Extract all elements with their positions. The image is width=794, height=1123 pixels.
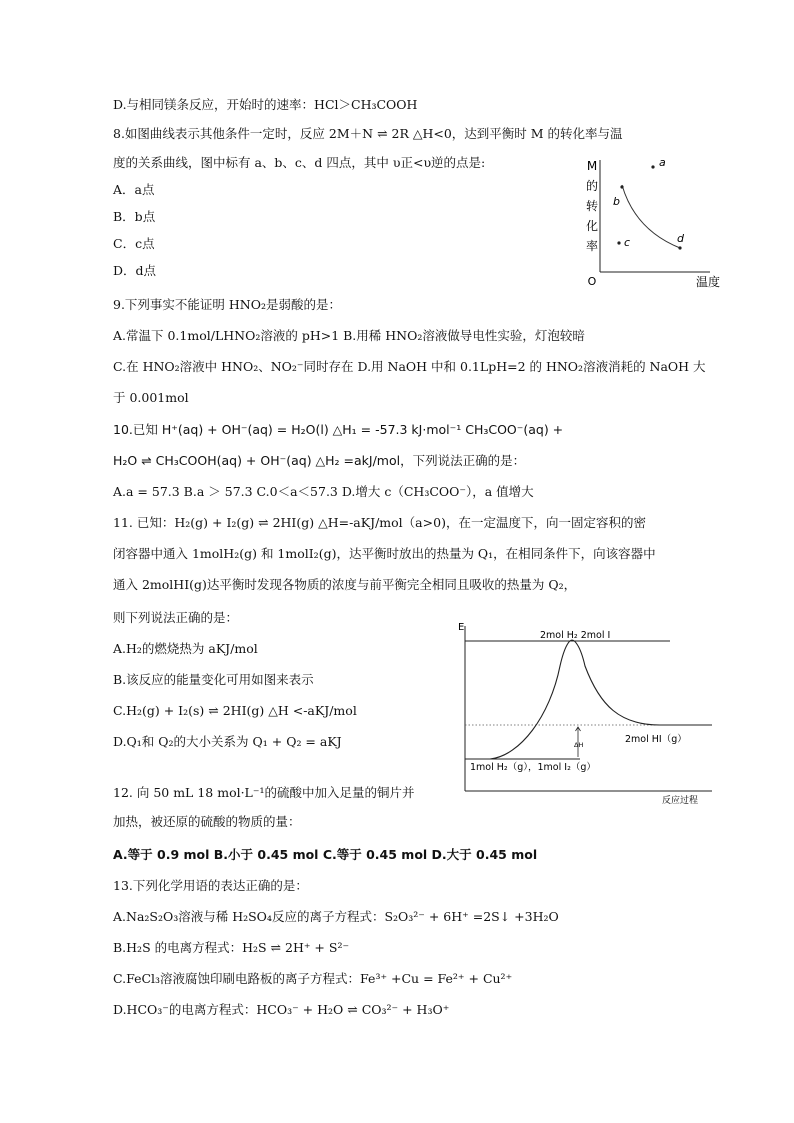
- point-c-label: c: [624, 236, 631, 249]
- q11-option-d: D.Q₁和 Q₂的大小关系为 Q₁ + Q₂ = aKJ: [113, 734, 342, 749]
- delta-h-label: ΔH: [574, 741, 584, 749]
- q13-option-d: D.HCO₃⁻的电离方程式：HCO₃⁻ + H₂O ⇌ CO₃²⁻ + H₃O⁺: [113, 1002, 450, 1017]
- point-a-label: a: [659, 156, 666, 169]
- question-11-stem-2: 闭容器中通入 1molH₂(g) 和 1molI₂(g)，达平衡时放出的热量为 Q₁，在相同条件下，向该容器中: [113, 546, 656, 561]
- question-13-stem: 13.下列化学用语的表达正确的是：: [113, 878, 308, 893]
- point-b-label: b: [613, 195, 620, 208]
- q13-option-b: B.H₂S 的电离方程式：H₂S ⇌ 2H⁺ + S²⁻: [113, 940, 350, 955]
- ylabel-char-3: 转: [585, 199, 599, 213]
- top-level-label: 2mol H₂ 2mol I: [540, 630, 611, 641]
- q8-option-d: D．d点: [113, 263, 157, 278]
- question-8-stem: 8.如图曲线表示其他条件一定时，反应 2M＋N ⇌ 2R △H<0，达到平衡时 M 的转化率与温: [113, 126, 623, 141]
- q10-options: A.a = 57.3 B.a ＞ 57.3 C.0＜a＜57.3 D.增大 c（CH₃COO⁻），a 值增大: [113, 484, 534, 499]
- q8-option-b: B．b点: [113, 209, 156, 224]
- q9-options-ab: A.常温下 0.1mol/LHNO₂溶液的 pH>1 B.用稀 HNO₂溶液做导电性实验，灯泡较暗: [113, 328, 585, 343]
- q9-options-cd: C.在 HNO₂溶液中 HNO₂、NO₂⁻同时存在 D.用 NaOH 中和 0.1LpH=2 的 HNO₂溶液消耗的 NaOH 大: [113, 359, 706, 374]
- option-d-q7: D.与相同镁条反应，开始时的速率：HCl＞CH₃COOH: [113, 97, 418, 112]
- energy-diagram-figure: [450, 616, 720, 811]
- equilibrium-curve: [622, 185, 680, 248]
- question-11-stem-3: 通入 2molHI(g)达平衡时发现各物质的浓度与前平衡完全相同且吸收的热量为 Q₂，: [113, 577, 577, 592]
- question-11-stem-4: 则下列说法正确的是：: [113, 610, 239, 625]
- question-8-stem-2: 度的关系曲线，图中标有 a、b、c、d 四点，其中 υ正<υ逆的点是:: [113, 155, 486, 170]
- reaction-axis-label: 反应过程: [662, 796, 699, 806]
- q11-option-c: C.H₂(g) + I₂(s) ⇌ 2HI(g) △H <-aKJ/mol: [113, 703, 357, 718]
- point-d: [678, 246, 681, 249]
- q12-options: A.等于 0.9 mol B.小于 0.45 mol C.等于 0.45 mol D.大于 0.45 mol: [113, 847, 538, 862]
- point-a: [651, 165, 654, 168]
- q13-option-a: A.Na₂S₂O₃溶液与稀 H₂SO₄反应的离子方程式：S₂O₃²⁻ + 6H⁺ =2S↓ +3H₂O: [113, 909, 559, 924]
- question-10-stem: 10.已知 H⁺(aq) + OH⁻(aq) = H₂O(l) △H₁ = -57.3 kJ·mol⁻¹ CH₃COO⁻(aq) +: [113, 422, 564, 437]
- q8-option-c: C．c点: [113, 236, 155, 251]
- q8-option-a: A．a点: [113, 182, 155, 197]
- question-9-stem: 9.下列事实不能证明 HNO₂是弱酸的是：: [113, 297, 341, 312]
- point-d-label: d: [677, 232, 684, 245]
- energy-axis-label: E: [458, 622, 465, 633]
- point-c: [617, 241, 620, 244]
- origin-label: O: [587, 275, 597, 288]
- point-b: [620, 185, 623, 188]
- question-12-stem: 12. 向 50 mL 18 mol·L⁻¹的硫酸中加入足量的铜片并: [113, 785, 415, 800]
- q11-option-a: A.H₂的燃烧热为 aKJ/mol: [113, 641, 258, 656]
- product-level-label: 2mol HI（g）: [625, 734, 687, 745]
- conversion-temperature-figure: [580, 150, 730, 295]
- q9-option-d-cont: 于 0.001mol: [113, 390, 189, 405]
- ylabel-char-4: 化: [585, 219, 599, 233]
- ylabel-char-5: 率: [585, 239, 599, 253]
- q13-option-c: C.FeCl₃溶液腐蚀印刷电路板的离子方程式：Fe³⁺ +Cu = Fe²⁺ + Cu²⁺: [113, 971, 513, 986]
- reactant-level-label: 1mol H₂（g），1mol I₂（g）: [470, 762, 596, 773]
- question-11-stem: 11. 已知：H₂(g) + I₂(g) ⇌ 2HI(g) △H=-aKJ/mol（a>0)，在一定温度下，向一固定容积的密: [113, 515, 646, 530]
- xlabel: 温度: [695, 275, 721, 289]
- q11-option-b: B.该反应的能量变化可用如图来表示: [113, 672, 314, 687]
- question-10-stem-2: H₂O ⇌ CH₃COOH(aq) + OH⁻(aq) △H₂ =akJ/mol，下列说法正确的是：: [113, 453, 526, 468]
- ylabel-char-2: 的: [585, 179, 599, 193]
- question-12-stem-2: 加热，被还原的硫酸的物质的量：: [113, 814, 301, 829]
- ylabel-char-1: M: [586, 159, 598, 173]
